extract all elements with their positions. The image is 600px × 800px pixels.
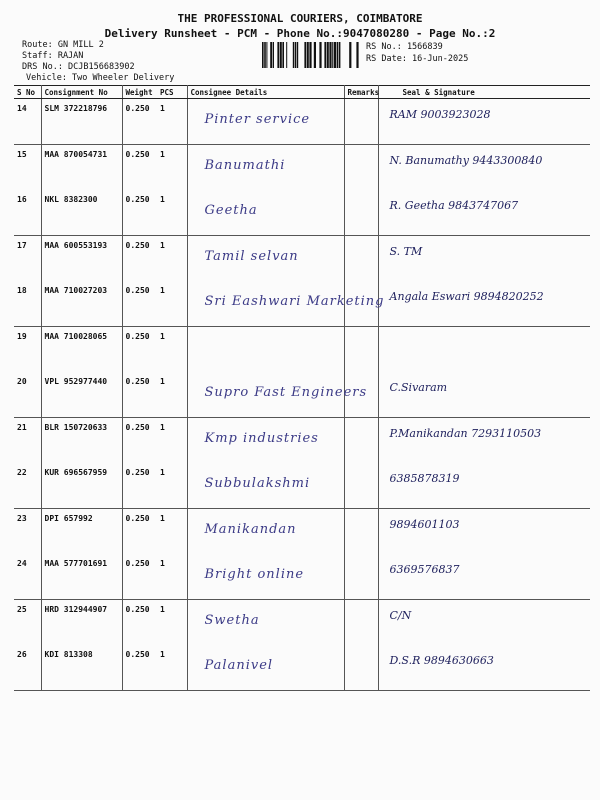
weight-value: 0.250 bbox=[125, 195, 150, 204]
pcs-value: 1 bbox=[160, 104, 165, 113]
sno-cell bbox=[14, 145, 41, 191]
sno-value: 21 bbox=[17, 423, 27, 432]
weight-cell bbox=[122, 418, 157, 464]
consignment-number: NKL 8382300 bbox=[44, 195, 98, 204]
barcode-bar bbox=[324, 42, 326, 68]
barcode-bar bbox=[307, 42, 309, 68]
remarks-cell bbox=[344, 418, 378, 464]
remarks-cell bbox=[344, 509, 378, 555]
barcode-bar bbox=[337, 42, 339, 68]
consignee-handwriting: Geetha bbox=[204, 203, 258, 218]
barcode-bar bbox=[293, 42, 295, 68]
barcode-bar bbox=[332, 42, 333, 68]
consignee-handwriting: Bright online bbox=[204, 567, 305, 582]
consignment-number: KUR 696567959 bbox=[44, 468, 108, 477]
consignment-number: MAA 870054731 bbox=[44, 150, 108, 159]
pcs-cell bbox=[157, 554, 187, 600]
signature-handwriting: RAM 9003923028 bbox=[389, 108, 491, 121]
pcs-value: 1 bbox=[160, 559, 165, 568]
signature-handwriting: 6369576837 bbox=[389, 563, 460, 576]
consignment-number: MAA 710028065 bbox=[44, 332, 108, 341]
weight-cell bbox=[122, 463, 157, 509]
consignee-cell bbox=[187, 236, 344, 282]
signature-cell bbox=[378, 509, 590, 555]
weight-cell bbox=[122, 372, 157, 418]
consignment-cell bbox=[41, 99, 122, 145]
pcs-value: 1 bbox=[160, 468, 165, 477]
consignee-handwriting: Supro Fast Engineers bbox=[204, 385, 368, 400]
pcs-value: 1 bbox=[160, 286, 165, 295]
table-header-row bbox=[14, 86, 590, 99]
consignee-cell bbox=[187, 372, 368, 418]
sno-value: 22 bbox=[17, 468, 27, 477]
signature-handwriting: R. Geetha 9843747067 bbox=[389, 199, 519, 212]
barcode-bar bbox=[264, 42, 266, 68]
weight-cell bbox=[122, 554, 157, 600]
barcode-bar bbox=[319, 42, 321, 68]
route-label: Route: GN MILL 2 bbox=[22, 40, 104, 50]
consignee-cell bbox=[187, 554, 344, 600]
consignment-number: MAA 600553193 bbox=[44, 241, 108, 250]
pcs-cell bbox=[157, 645, 187, 691]
weight-value: 0.250 bbox=[125, 332, 150, 341]
barcode-bar bbox=[286, 42, 287, 68]
barcode-bar bbox=[304, 42, 306, 68]
table-row bbox=[14, 509, 590, 555]
pcs-value: 1 bbox=[160, 241, 165, 250]
consignment-cell bbox=[41, 145, 122, 191]
signature-handwriting: C.Sivaram bbox=[389, 381, 448, 394]
consignee-handwriting: Tamil selvan bbox=[204, 249, 299, 264]
weight-value: 0.250 bbox=[125, 150, 150, 159]
signature-cell bbox=[378, 418, 590, 464]
pcs-cell bbox=[157, 509, 187, 555]
barcode-bar bbox=[309, 42, 311, 68]
consignee-cell bbox=[187, 645, 344, 691]
barcode-bar bbox=[314, 42, 316, 68]
consignment-cell bbox=[41, 418, 122, 464]
weight-cell bbox=[122, 645, 157, 691]
weight-value: 0.250 bbox=[125, 377, 150, 386]
sno-cell bbox=[14, 236, 41, 282]
sno-value: 24 bbox=[17, 559, 27, 568]
signature-cell bbox=[378, 463, 590, 509]
consignment-cell bbox=[41, 372, 122, 418]
table-row bbox=[14, 281, 590, 327]
weight-cell bbox=[122, 236, 157, 282]
consignment-number: MAA 710027203 bbox=[44, 286, 108, 295]
weight-value: 0.250 bbox=[125, 605, 150, 614]
signature-handwriting: P.Manikandan 7293110503 bbox=[389, 427, 542, 440]
runsheet-table bbox=[14, 85, 590, 691]
pcs-cell bbox=[157, 600, 187, 646]
consignment-cell bbox=[41, 281, 122, 327]
pcs-value: 1 bbox=[160, 514, 165, 523]
pcs-cell bbox=[157, 236, 187, 282]
sno-cell bbox=[14, 190, 41, 236]
table-row bbox=[14, 645, 590, 691]
barcode-image bbox=[262, 42, 358, 68]
barcode-bar bbox=[273, 42, 274, 68]
col-header-consignment: Consignment No bbox=[41, 86, 122, 99]
sno-value: 20 bbox=[17, 377, 27, 386]
table-row bbox=[14, 327, 590, 373]
signature-handwriting: S. TM bbox=[389, 245, 423, 258]
pcs-value: 1 bbox=[160, 195, 165, 204]
consignee-handwriting: Sri Eashwari Marketing bbox=[204, 294, 385, 309]
table-row bbox=[14, 554, 590, 600]
barcode-bar bbox=[266, 42, 267, 68]
page-title: THE PROFESSIONAL COURIERS, COIMBATORE bbox=[177, 12, 423, 25]
sno-cell bbox=[14, 554, 41, 600]
drs-number: DRS No.: DCJB156683902 bbox=[22, 62, 135, 72]
consignee-cell bbox=[187, 327, 344, 373]
weight-value: 0.250 bbox=[125, 468, 150, 477]
pcs-value: 1 bbox=[160, 377, 165, 386]
barcode-bar bbox=[262, 42, 264, 68]
consignee-cell bbox=[187, 463, 344, 509]
consignment-number: SLM 372218796 bbox=[44, 104, 108, 113]
consignment-cell bbox=[41, 509, 122, 555]
rs-number: RS No.: 1566839 bbox=[366, 42, 443, 52]
pcs-value: 1 bbox=[160, 605, 165, 614]
signature-cell bbox=[378, 236, 590, 282]
consignee-handwriting bbox=[191, 332, 341, 340]
sno-value: 26 bbox=[17, 650, 27, 659]
sno-cell bbox=[14, 418, 41, 464]
sno-cell bbox=[14, 281, 41, 327]
barcode-bar bbox=[339, 42, 341, 68]
consignment-cell bbox=[41, 463, 122, 509]
pcs-cell bbox=[157, 99, 187, 145]
consignee-cell bbox=[187, 281, 385, 327]
page-subtitle: Delivery Runsheet - PCM - Phone No.:9047080280 - Page No.:2 bbox=[104, 27, 496, 40]
pcs-cell bbox=[157, 463, 187, 509]
pcs-cell bbox=[157, 418, 187, 464]
sno-value: 15 bbox=[17, 150, 27, 159]
signature-cell bbox=[378, 372, 590, 418]
barcode-bar bbox=[282, 42, 284, 68]
sno-cell bbox=[14, 99, 41, 145]
staff-label: Staff: RAJAN bbox=[22, 51, 84, 61]
weight-value: 0.250 bbox=[125, 104, 150, 113]
consignee-handwriting: Banumathi bbox=[204, 158, 286, 173]
remarks-cell bbox=[344, 190, 378, 236]
sno-cell bbox=[14, 327, 41, 373]
signature-cell bbox=[378, 190, 590, 236]
barcode-bar bbox=[280, 42, 282, 68]
col-header-remarks: Remarks bbox=[344, 86, 378, 99]
pcs-cell bbox=[157, 281, 187, 327]
consignment-cell bbox=[41, 190, 122, 236]
signature-handwriting: N. Banumathy 9443300840 bbox=[389, 154, 543, 167]
barcode-bar bbox=[295, 42, 296, 68]
barcode-bar bbox=[356, 42, 358, 68]
signature-cell bbox=[378, 99, 590, 145]
signature-handwriting: 6385878319 bbox=[389, 472, 460, 485]
consignee-cell bbox=[187, 509, 344, 555]
remarks-cell bbox=[344, 145, 378, 191]
pcs-value: 1 bbox=[160, 423, 165, 432]
consignment-number: KDI 813308 bbox=[44, 650, 93, 659]
sno-cell bbox=[14, 463, 41, 509]
barcode-bar bbox=[329, 42, 331, 68]
pcs-value: 1 bbox=[160, 150, 165, 159]
consignee-handwriting: Palanivel bbox=[204, 658, 274, 673]
remarks-cell bbox=[344, 600, 378, 646]
consignee-cell bbox=[187, 99, 344, 145]
sno-value: 18 bbox=[17, 286, 27, 295]
consignee-handwriting: Manikandan bbox=[204, 522, 297, 537]
rs-date: RS Date: 16-Jun-2025 bbox=[366, 54, 469, 64]
sno-value: 16 bbox=[17, 195, 27, 204]
consignee-cell bbox=[187, 600, 344, 646]
signature-cell bbox=[378, 600, 590, 646]
signature-handwriting: 9894601103 bbox=[389, 518, 460, 531]
consignee-handwriting: Swetha bbox=[204, 613, 260, 628]
pcs-cell bbox=[157, 190, 187, 236]
consignment-number: DPI 657992 bbox=[44, 514, 93, 523]
remarks-cell bbox=[344, 645, 378, 691]
table-row bbox=[14, 236, 590, 282]
consignee-handwriting: Subbulakshmi bbox=[204, 476, 311, 491]
pcs-value: 1 bbox=[160, 650, 165, 659]
weight-value: 0.250 bbox=[125, 286, 150, 295]
sno-cell bbox=[14, 645, 41, 691]
table-row bbox=[14, 372, 590, 418]
table-row bbox=[14, 463, 590, 509]
sno-value: 14 bbox=[17, 104, 27, 113]
pcs-cell bbox=[157, 145, 187, 191]
signature-handwriting: Angala Eswari 9894820252 bbox=[389, 290, 544, 303]
col-header-consignee: Consignee Details bbox=[187, 86, 344, 99]
weight-cell bbox=[122, 327, 157, 373]
signature-handwriting: D.S.R 9894630663 bbox=[389, 654, 494, 667]
weight-cell bbox=[122, 509, 157, 555]
consignee-handwriting: Pinter service bbox=[204, 112, 311, 127]
table-row bbox=[14, 99, 590, 145]
signature-handwriting: C/N bbox=[389, 609, 412, 622]
pcs-value: 1 bbox=[160, 332, 165, 341]
col-header-sno: S No bbox=[14, 86, 41, 99]
table-row bbox=[14, 600, 590, 646]
signature-cell bbox=[378, 281, 590, 327]
remarks-cell bbox=[344, 327, 378, 373]
weight-cell bbox=[122, 281, 157, 327]
signature-cell bbox=[378, 327, 590, 373]
consignment-number: VPL 952977440 bbox=[44, 377, 108, 386]
signature-cell bbox=[378, 554, 590, 600]
weight-value: 0.250 bbox=[125, 241, 150, 250]
pcs-cell bbox=[157, 372, 187, 418]
consignment-number: HRD 312944907 bbox=[44, 605, 108, 614]
consignment-cell bbox=[41, 600, 122, 646]
signature-handwriting bbox=[382, 332, 588, 336]
table-row bbox=[14, 145, 590, 191]
weight-value: 0.250 bbox=[125, 650, 150, 659]
consignment-number: BLR 150720633 bbox=[44, 423, 108, 432]
consignment-cell bbox=[41, 554, 122, 600]
sno-value: 23 bbox=[17, 514, 27, 523]
consignment-cell bbox=[41, 236, 122, 282]
consignee-cell bbox=[187, 145, 344, 191]
weight-cell bbox=[122, 600, 157, 646]
col-header-pcs: PCS bbox=[157, 86, 187, 99]
sno-value: 19 bbox=[17, 332, 27, 341]
signature-cell bbox=[378, 145, 590, 191]
consignee-handwriting: Kmp industries bbox=[204, 431, 319, 446]
weight-cell bbox=[122, 145, 157, 191]
consignee-cell bbox=[187, 190, 344, 236]
consignment-cell bbox=[41, 645, 122, 691]
vehicle-label: Vehicle: Two Wheeler Delivery bbox=[26, 73, 175, 83]
sno-value: 25 bbox=[17, 605, 27, 614]
signature-cell bbox=[378, 645, 590, 691]
weight-cell bbox=[122, 99, 157, 145]
remarks-cell bbox=[344, 99, 378, 145]
barcode-bar bbox=[297, 42, 299, 68]
barcode-bar bbox=[327, 42, 329, 68]
table-row bbox=[14, 418, 590, 464]
table-row bbox=[14, 190, 590, 236]
barcode-bar bbox=[334, 42, 336, 68]
consignee-cell bbox=[187, 418, 344, 464]
sno-cell bbox=[14, 600, 41, 646]
remarks-cell bbox=[344, 554, 378, 600]
barcode-bar bbox=[270, 42, 272, 68]
remarks-cell bbox=[344, 463, 378, 509]
remarks-cell bbox=[344, 236, 378, 282]
col-header-signature: Seal & Signature bbox=[378, 86, 590, 99]
pcs-cell bbox=[157, 327, 187, 373]
consignment-cell bbox=[41, 327, 122, 373]
sno-cell bbox=[14, 509, 41, 555]
weight-value: 0.250 bbox=[125, 559, 150, 568]
barcode-bar bbox=[277, 42, 279, 68]
sno-value: 17 bbox=[17, 241, 27, 250]
consignment-number: MAA 577701691 bbox=[44, 559, 108, 568]
weight-value: 0.250 bbox=[125, 514, 150, 523]
sno-cell bbox=[14, 372, 41, 418]
barcode-bar bbox=[349, 42, 351, 68]
weight-value: 0.250 bbox=[125, 423, 150, 432]
weight-cell bbox=[122, 190, 157, 236]
col-header-weight: Weight bbox=[122, 86, 157, 99]
